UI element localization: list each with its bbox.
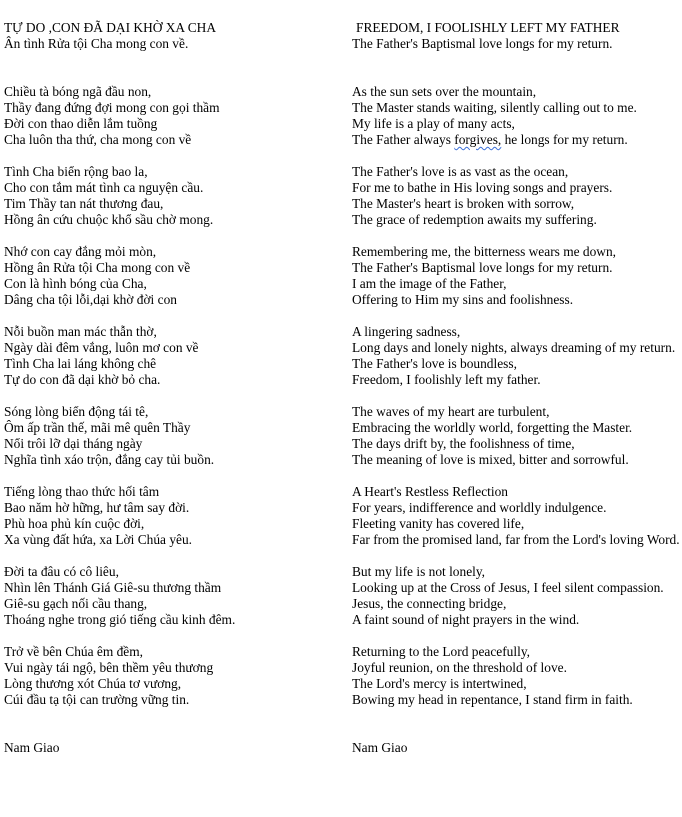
poem-line: Hồng ân Rửa tội Cha mong con về xyxy=(4,260,191,275)
poem-line: Cúi đầu tạ tội can trường vững tin. xyxy=(4,692,190,707)
stanza xyxy=(352,484,680,548)
stanza xyxy=(4,244,334,308)
stanza xyxy=(352,644,680,708)
poem-line: Nghĩa tình xáo trộn, đắng cay tủi buồn. xyxy=(4,452,215,467)
stanza xyxy=(352,84,680,148)
poem-line: The grace of redemption awaits my suffering. xyxy=(352,212,597,227)
vietnamese-poem-column xyxy=(4,20,334,756)
poem-line: Thoáng nghe trong gió tiếng cầu kinh đêm. xyxy=(4,612,236,627)
poem-line: Tim Thầy tan nát thương đau, xyxy=(4,196,164,211)
poem-line: Joyful reunion, on the threshold of love. xyxy=(352,660,567,675)
poem-line: Nhìn lên Thánh Giá Giê-su thương thầm xyxy=(4,580,222,595)
poem-line: Far from the promised land, far from the Lord's loving Word. xyxy=(352,532,680,547)
poem-line: Chiều tà bóng ngã đầu non, xyxy=(4,84,152,99)
poem-line: The Father always forgives, he longs for my return. xyxy=(352,132,628,147)
stanza-list xyxy=(352,84,680,708)
spellcheck-flag: forgives, xyxy=(454,132,502,147)
stanza xyxy=(4,644,334,708)
stanza xyxy=(4,324,334,388)
poem-line: Embracing the worldly world, forgetting the Master. xyxy=(352,420,633,435)
stanza xyxy=(352,164,680,228)
poem-line: Trở về bên Chúa êm đềm, xyxy=(4,644,143,659)
poem-line: For years, indifference and worldly indulgence. xyxy=(352,500,607,515)
poem-line: Ngày dài đêm vắng, luôn mơ con về xyxy=(4,340,199,355)
poem-line: But my life is not lonely, xyxy=(352,564,486,579)
stanza xyxy=(352,244,680,308)
poem-line: Remembering me, the bitterness wears me down, xyxy=(352,244,617,259)
stanza xyxy=(4,484,334,548)
stanza xyxy=(4,404,334,468)
poem-line: Nổi trôi lỡ dại tháng ngày xyxy=(4,436,143,451)
signature: Nam Giao xyxy=(4,740,60,755)
poem-line: Tiếng lòng thao thức hối tâm xyxy=(4,484,160,499)
poem-line: The Father's Baptismal love longs for my return. xyxy=(352,260,613,275)
poem-line: Bao năm hờ hững, hư tâm say đời. xyxy=(4,500,190,515)
poem-line: Looking up at the Cross of Jesus, I feel silent compassion. xyxy=(352,580,664,595)
poem-line: Bowing my head in repentance, I stand firm in faith. xyxy=(352,692,633,707)
poem-title: TỰ DO ,CON ĐÃ DẠI KHỜ XA CHA xyxy=(4,20,216,35)
signature: Nam Giao xyxy=(352,740,408,755)
english-poem-column xyxy=(352,20,680,756)
poem-line: Tự do con đã dại khờ bỏ cha. xyxy=(4,372,161,387)
poem-line: The Father's love is boundless, xyxy=(352,356,517,371)
stanza xyxy=(4,84,334,148)
poem-line: Tình Cha lai láng không chê xyxy=(4,356,157,371)
poem-line: Returning to the Lord peacefully, xyxy=(352,644,530,659)
poem-line: Vui ngày tái ngộ, bên thềm yêu thương xyxy=(4,660,214,675)
poem-line: A faint sound of night prayers in the wind. xyxy=(352,612,580,627)
poem-line: Freedom, I foolishly left my father. xyxy=(352,372,541,387)
poem-line: Nỗi buồn man mác thẫn thờ, xyxy=(4,324,157,339)
stanza-list xyxy=(4,84,334,708)
poem-line: Hồng ân cứu chuộc khổ sầu chờ mong. xyxy=(4,212,214,227)
poem-line: Sóng lòng biển động tái tê, xyxy=(4,404,149,419)
poem-line: Phù hoa phủ kín cuộc đời, xyxy=(4,516,145,531)
poem-line: Ôm ấp trần thế, mãi mê quên Thầy xyxy=(4,420,191,435)
poem-line: Cha luôn tha thứ, cha mong con về xyxy=(4,132,192,147)
poem-line: Xa vùng đất hứa, xa Lời Chúa yêu. xyxy=(4,532,192,547)
poem-line: I am the image of the Father, xyxy=(352,276,507,291)
poem-line: A Heart's Restless Reflection xyxy=(352,484,508,499)
poem-line: The waves of my heart are turbulent, xyxy=(352,404,550,419)
stanza xyxy=(4,164,334,228)
poem-line: Đời ta đâu có cô liêu, xyxy=(4,564,119,579)
poem-line: Nhớ con cay đắng mỏi mòn, xyxy=(4,244,157,259)
poem-line: The Master's heart is broken with sorrow, xyxy=(352,196,575,211)
poem-line: Giê-su gạch nối cầu thang, xyxy=(4,596,148,611)
poem-line: Jesus, the connecting bridge, xyxy=(352,596,507,611)
poem-subtitle: The Father's Baptismal love longs for my return. xyxy=(352,36,613,51)
stanza xyxy=(352,404,680,468)
poem-line: Đời con thao diễn lắm tuồng xyxy=(4,116,158,131)
poem-line: Fleeting vanity has covered life, xyxy=(352,516,525,531)
poem-line: The Lord's mercy is intertwined, xyxy=(352,676,527,691)
poem-line: The meaning of love is mixed, bitter and sorrowful. xyxy=(352,452,629,467)
poem-title: FREEDOM, I FOOLISHLY LEFT MY FATHER xyxy=(356,20,620,35)
poem-line: The days drift by, the foolishness of time, xyxy=(352,436,575,451)
poem-line: The Master stands waiting, silently calling out to me. xyxy=(352,100,637,115)
stanza xyxy=(352,564,680,628)
poem-line: Thầy đang đứng đợi mong con gọi thầm xyxy=(4,100,220,115)
stanza xyxy=(352,324,680,388)
poem-line: Con là hình bóng của Cha, xyxy=(4,276,147,291)
poem-line: For me to bathe in His loving songs and prayers. xyxy=(352,180,613,195)
poem-subtitle: Ân tình Rửa tội Cha mong con về. xyxy=(4,36,189,51)
stanza xyxy=(4,564,334,628)
poem-line: Cho con tắm mát tình ca nguyện cầu. xyxy=(4,180,204,195)
poem-line: As the sun sets over the mountain, xyxy=(352,84,537,99)
poem-line: Long days and lonely nights, always dreaming of my return. xyxy=(352,340,676,355)
poem-line: A lingering sadness, xyxy=(352,324,461,339)
poem-line: Offering to Him my sins and foolishness. xyxy=(352,292,574,307)
poem-line: Dâng cha tội lỗi,dại khờ đời con xyxy=(4,292,177,307)
poem-line: Lòng thương xót Chúa tơ vương, xyxy=(4,676,182,691)
poem-line: The Father's love is as vast as the ocean, xyxy=(352,164,569,179)
poem-line: Tình Cha biển rộng bao la, xyxy=(4,164,148,179)
poem-line: My life is a play of many acts, xyxy=(352,116,515,131)
